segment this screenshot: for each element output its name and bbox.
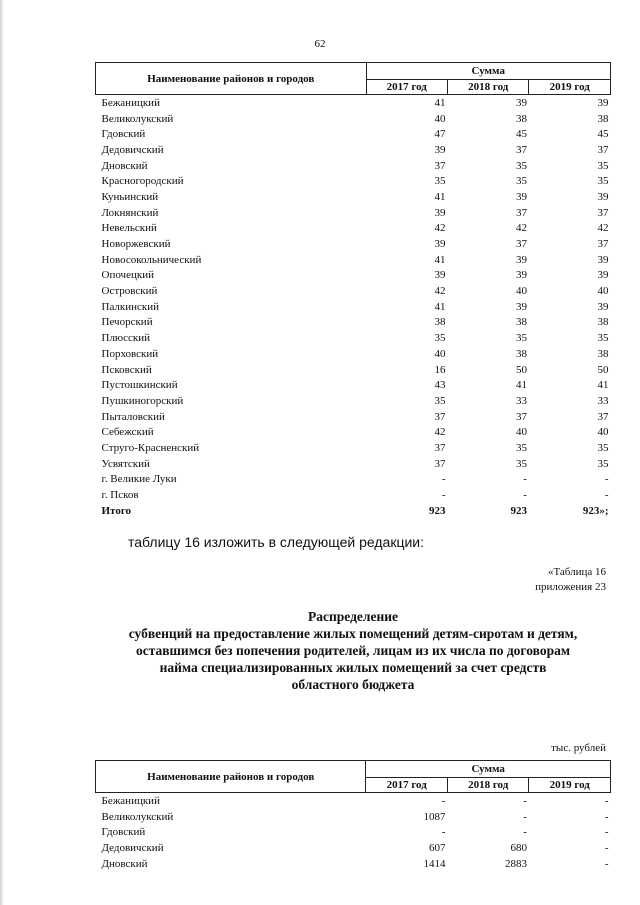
amount-cell: 923: [428, 504, 446, 517]
amount-cell: 45: [515, 128, 527, 141]
table-row: [96, 330, 611, 346]
amount-cell: 39: [515, 96, 527, 109]
table-row: [96, 126, 611, 142]
amount-cell: 41: [434, 190, 446, 203]
table-row: [96, 236, 611, 252]
amount-cell: -: [604, 473, 609, 486]
amount-cell: 35: [515, 175, 527, 188]
table-row: [96, 487, 611, 503]
amount-cell: 39: [515, 269, 527, 282]
amount-cell: 35: [597, 332, 609, 345]
amount-cell: -: [604, 857, 609, 870]
table-row: [96, 205, 611, 221]
page-number: 62: [314, 38, 326, 50]
amount-cell: 35: [434, 332, 446, 345]
amount-cell: 41: [434, 300, 446, 313]
district-name: Себежский: [101, 426, 154, 439]
amount-cell: -: [441, 826, 446, 839]
amount-cell: -: [523, 794, 527, 807]
column-header-sum: Сумма: [366, 761, 611, 778]
column-header-name: Наименование районов и городов: [96, 63, 367, 95]
table-row: [96, 189, 611, 205]
amount-cell: 42: [515, 222, 527, 235]
amount-cell: 923: [510, 504, 527, 517]
amount-cell: 35: [515, 159, 527, 172]
amount-cell: 47: [434, 128, 446, 141]
amount-cell: 41: [515, 379, 527, 392]
amount-cell: 42: [597, 222, 609, 235]
amount-cell: 37: [515, 410, 527, 423]
table-row: [96, 456, 611, 472]
amount-cell: 40: [515, 426, 527, 439]
table-row: [96, 252, 611, 268]
amount-cell: 38: [515, 316, 527, 329]
table-row: [96, 824, 611, 840]
heading-line: Распределение: [307, 609, 399, 624]
amount-cell: 35: [515, 441, 527, 454]
table-header-row: [96, 63, 611, 80]
district-name: Усвятский: [101, 457, 150, 470]
amount-cell: 35: [434, 175, 446, 188]
amount-cell: 39: [597, 190, 609, 203]
amount-cell: -: [604, 841, 609, 854]
amount-cell: -: [441, 489, 446, 502]
amount-cell: 38: [434, 316, 446, 329]
amount-cell: 39: [515, 300, 527, 313]
table-row: [96, 299, 611, 315]
amount-cell: 41: [597, 379, 609, 392]
amount-cell: 39: [434, 143, 446, 156]
amount-cell: -: [604, 489, 609, 502]
district-name: Струго-Красненский: [101, 441, 200, 454]
amount-cell: 40: [597, 426, 609, 439]
table-row: [96, 346, 611, 362]
table-row: [96, 393, 611, 409]
amount-cell: 16: [434, 363, 446, 376]
amount-cell: 38: [597, 112, 609, 125]
district-name: Красногородский: [101, 175, 184, 188]
amount-cell: -: [523, 489, 527, 502]
amount-cell: -: [604, 826, 609, 839]
column-header-2017: 2017 год: [366, 778, 448, 793]
table-row: [96, 95, 611, 111]
amount-cell: 45: [597, 128, 609, 141]
amount-cell: 35: [597, 457, 609, 470]
table-body: [96, 793, 611, 872]
amount-cell: 37: [434, 159, 446, 172]
amount-cell: 35: [597, 159, 609, 172]
scan-edge: [0, 0, 4, 905]
amount-cell: 35: [597, 175, 609, 188]
amount-cell: -: [523, 810, 527, 823]
district-name: Локнянский: [101, 206, 159, 219]
amount-cell: 39: [597, 253, 609, 266]
amount-cell: 40: [597, 285, 609, 298]
district-name: г. Великие Луки: [101, 473, 177, 486]
district-name: Гдовский: [101, 128, 146, 141]
table-row: [96, 793, 611, 809]
table-row: [96, 472, 611, 488]
table-reference-appendix: приложения 23: [535, 581, 606, 593]
amount-cell: 39: [434, 269, 446, 282]
amount-cell: 39: [515, 190, 527, 203]
amount-cell: -: [523, 473, 527, 486]
column-header-name: Наименование районов и городов: [96, 761, 366, 793]
column-header-2018: 2018 год: [447, 778, 529, 793]
total-row: [96, 503, 611, 519]
column-header-2019: 2019 год: [529, 80, 611, 95]
amount-cell: 33: [515, 394, 527, 407]
heading-line: субвенций на предоставление жилых помещений детям-сиротам и детям,: [128, 626, 578, 641]
district-name: Пустошкинский: [101, 379, 178, 392]
amount-cell: 40: [434, 112, 446, 125]
subsidy-table-15: [95, 62, 611, 519]
district-name: Пушкиногорский: [101, 394, 184, 407]
district-name: Новоржевский: [101, 238, 171, 251]
heading-line: оставшимся без попечения родителей, лицам из их числа по договорам: [135, 643, 571, 658]
amount-cell: 39: [515, 253, 527, 266]
district-name: Новосокольнический: [101, 253, 202, 266]
district-name: Бежаницкий: [101, 96, 160, 109]
amount-cell: 50: [597, 363, 609, 376]
table-row: [96, 377, 611, 393]
table-row: [96, 809, 611, 825]
amount-cell: 38: [597, 316, 609, 329]
amount-cell: 37: [597, 410, 609, 423]
amount-cell: 35: [515, 457, 527, 470]
district-name: Дедовичский: [101, 841, 164, 854]
amount-cell: 39: [597, 96, 609, 109]
amount-cell: 50: [515, 363, 527, 376]
table-row: [96, 856, 611, 872]
district-name: Куньинский: [101, 190, 159, 203]
district-name: Палкинский: [101, 300, 160, 313]
amount-cell: -: [523, 826, 527, 839]
table-row: [96, 142, 611, 158]
district-name: Бежаницкий: [101, 794, 160, 807]
district-name: Дедовичский: [101, 143, 164, 156]
amount-cell: 37: [597, 206, 609, 219]
table-row: [96, 409, 611, 425]
amount-cell: -: [441, 473, 446, 486]
amount-cell: 37: [434, 410, 446, 423]
heading-line: областного бюджета: [291, 677, 415, 692]
amount-cell: 680: [510, 841, 527, 854]
table-row: [96, 268, 611, 284]
district-name: Невельский: [101, 222, 157, 235]
table-row: [96, 424, 611, 440]
amount-cell: 42: [434, 426, 446, 439]
table-row: [96, 362, 611, 378]
district-name: Островский: [101, 285, 158, 298]
amount-cell: 39: [597, 269, 609, 282]
district-name: г. Псков: [101, 489, 139, 502]
amount-cell: 40: [515, 285, 527, 298]
table-body: [96, 95, 611, 519]
district-name: Плюсский: [101, 332, 151, 345]
table-row: [96, 158, 611, 174]
column-header-2019: 2019 год: [529, 778, 611, 793]
intro-text: таблицу 16 изложить в следующей редакции:: [128, 534, 425, 550]
column-header-2018: 2018 год: [447, 80, 528, 95]
district-name: Печорский: [101, 316, 153, 329]
amount-cell: 42: [434, 285, 446, 298]
column-header-sum: Сумма: [366, 63, 610, 80]
amount-cell: 38: [515, 112, 527, 125]
table-row: [96, 440, 611, 456]
district-name: Опочецкий: [101, 269, 154, 282]
amount-cell: 37: [515, 238, 527, 251]
amount-cell: 39: [597, 300, 609, 313]
amount-cell: 39: [434, 238, 446, 251]
amount-cell: -: [604, 810, 609, 823]
amount-cell: 35: [434, 394, 446, 407]
amount-cell: 37: [434, 457, 446, 470]
column-header-2017: 2017 год: [366, 80, 447, 95]
amount-cell: 37: [597, 143, 609, 156]
district-name: Дновский: [101, 159, 148, 172]
amount-cell: 2883: [504, 857, 527, 870]
amount-cell: 41: [434, 96, 446, 109]
table-row: [96, 173, 611, 189]
amount-cell: -: [441, 794, 446, 807]
amount-cell: 37: [597, 238, 609, 251]
amount-cell: 35: [597, 441, 609, 454]
amount-cell: 39: [434, 206, 446, 219]
amount-cell: 33: [597, 394, 609, 407]
district-name: Псковский: [101, 363, 152, 376]
amount-cell: 1414: [423, 857, 446, 870]
amount-cell: 35: [515, 332, 527, 345]
amount-cell: 40: [434, 347, 446, 360]
amount-cell: -: [604, 794, 609, 807]
amount-cell: 38: [515, 347, 527, 360]
amount-cell: 1087: [423, 810, 446, 823]
amount-cell: 43: [434, 379, 446, 392]
district-name: Итого: [101, 504, 132, 517]
subsidy-table-16: [95, 760, 611, 871]
amount-cell: 607: [428, 841, 446, 854]
district-name: Гдовский: [101, 826, 146, 839]
heading-line: найма специализированных жилых помещений за счет средств: [159, 660, 547, 675]
table-row: [96, 840, 611, 856]
table-row: [96, 283, 611, 299]
table-row: [96, 315, 611, 331]
district-name: Пыталовский: [101, 410, 165, 423]
section-heading: [95, 608, 611, 693]
table-row: [96, 221, 611, 237]
amount-cell: 38: [597, 347, 609, 360]
amount-cell: 37: [515, 206, 527, 219]
district-name: Великолукский: [101, 810, 174, 823]
units-label: тыс. рублей: [551, 742, 606, 754]
table-reference-title: «Таблица 16: [547, 566, 606, 578]
district-name: Великолукский: [101, 112, 174, 125]
amount-cell: 37: [434, 441, 446, 454]
table-row: [96, 111, 611, 127]
amount-cell: 42: [434, 222, 446, 235]
district-name: Дновский: [101, 857, 148, 870]
amount-cell: 41: [434, 253, 446, 266]
amount-cell: 923»;: [582, 504, 609, 517]
table-header-row: [96, 761, 611, 778]
amount-cell: 37: [515, 143, 527, 156]
district-name: Порховский: [101, 347, 159, 360]
